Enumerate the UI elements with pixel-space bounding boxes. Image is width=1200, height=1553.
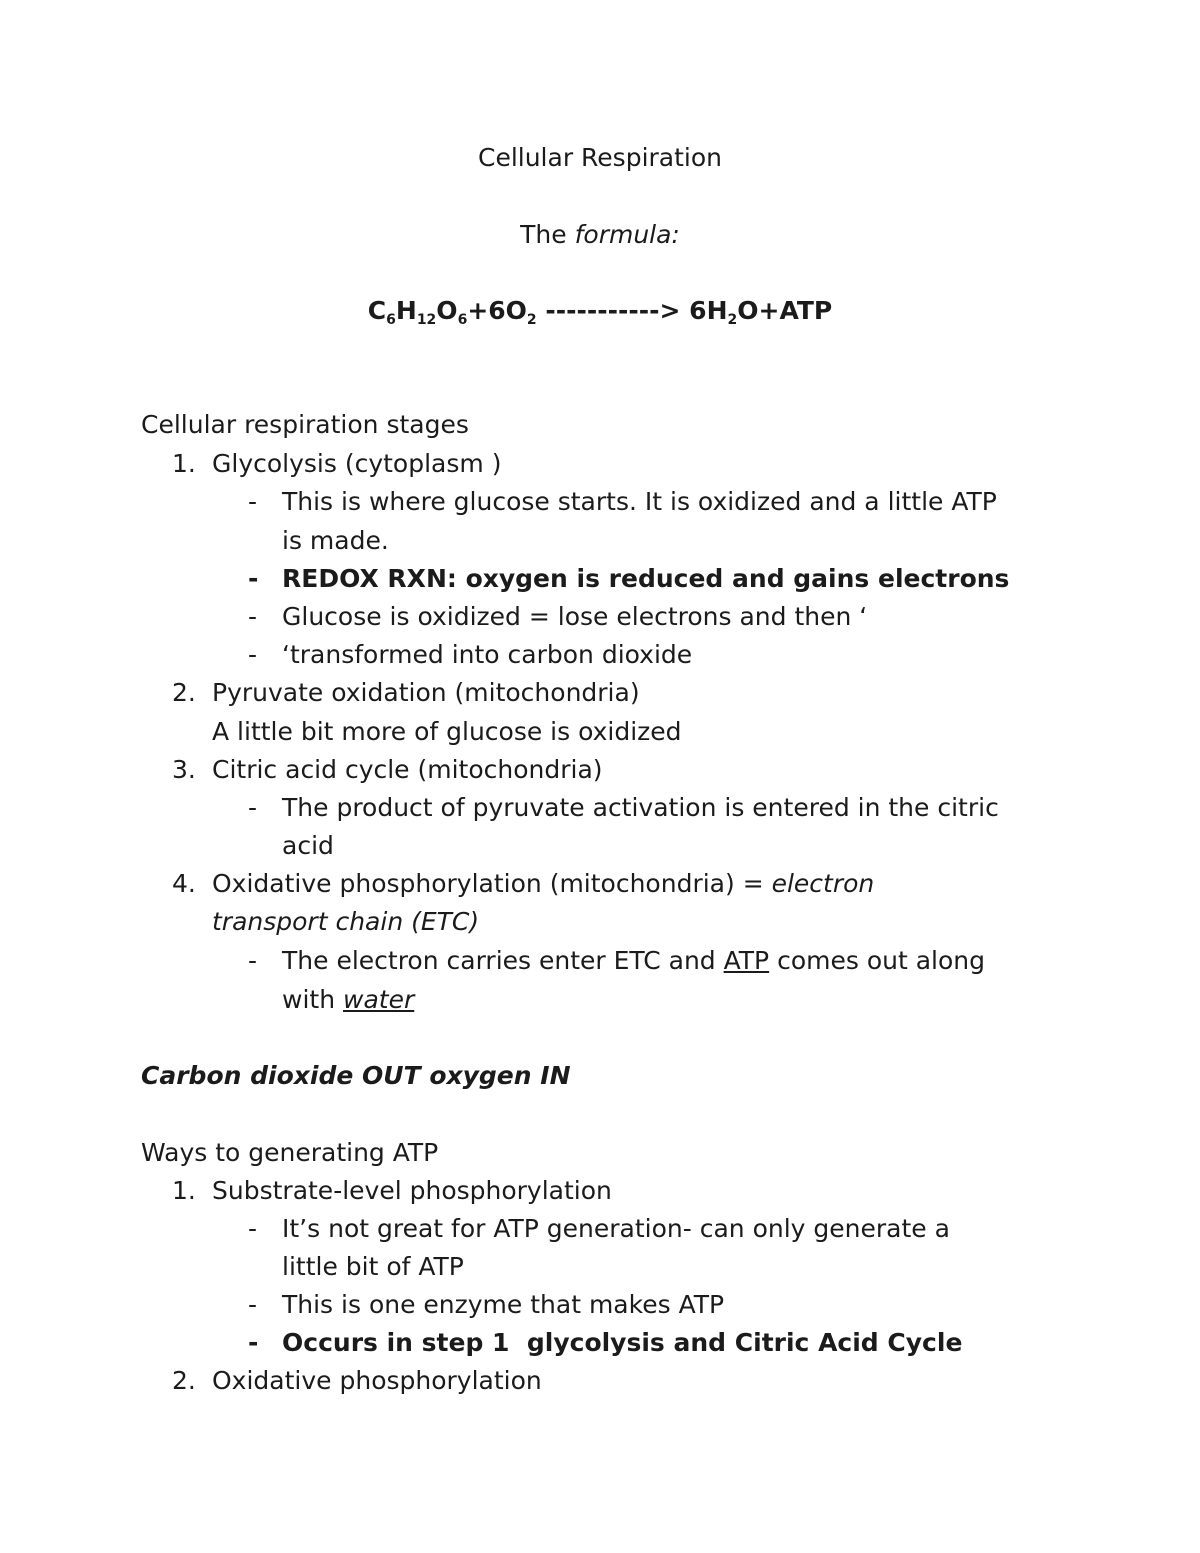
formula-intro-prefix: The	[520, 220, 575, 249]
stage-1-bullet-2: REDOX RXN: oxygen is reduced and gains electrons	[282, 564, 1010, 593]
stage-4-bullet-1-part-2: comes out along	[769, 946, 985, 975]
atp-way-1-bullet-1-dash: -	[248, 1214, 258, 1243]
stage-4-bullet-1-water: water	[343, 985, 415, 1014]
formula-intro	[0, 220, 1200, 250]
stage-3-bullet-1-line-1: The product of pyruvate activation is entered in the citric	[282, 793, 999, 822]
callout-co2-out-o2-in: Carbon dioxide OUT oxygen IN	[141, 1061, 571, 1090]
eq-o-sub: 6	[457, 312, 468, 328]
stage-2-number: 2.	[172, 678, 196, 707]
stage-4-bullet-1-line-1	[282, 946, 985, 976]
respiration-equation	[0, 296, 1200, 326]
stage-3-number: 3.	[172, 755, 196, 784]
eq-o: O	[436, 296, 458, 325]
eq-plus-o2: +6O	[467, 296, 527, 325]
atp-way-1-number: 1.	[172, 1176, 196, 1205]
atp-way-1-bullet-3: Occurs in step 1 glycolysis and Citric Acid Cycle	[282, 1328, 963, 1357]
atp-way-1-bullet-2: This is one enzyme that makes ATP	[282, 1290, 725, 1319]
stage-3-bullet-1-line-2: acid	[282, 831, 334, 860]
stage-4-number: 4.	[172, 869, 196, 898]
eq-h2o: 6H	[689, 296, 728, 325]
stage-1-bullet-3: Glucose is oxidized = lose electrons and then ‘	[282, 602, 868, 631]
stage-1-bullet-4: ‘transformed into carbon dioxide	[282, 640, 693, 669]
document-title: Cellular Respiration	[477, 143, 723, 172]
atp-way-1-bullet-3-dash: -	[248, 1328, 259, 1357]
stage-4-bullet-1-line-2	[282, 985, 414, 1015]
eq-c-sub: 6	[386, 312, 396, 328]
atp-way-2-label: Oxidative phosphorylation	[212, 1366, 542, 1395]
eq-o2-sub: 2	[526, 312, 537, 328]
stage-1-bullet-1-line-2: is made.	[282, 526, 389, 555]
eq-arrow: ----------->	[536, 296, 690, 325]
eq-rest: O+ATP	[737, 296, 833, 325]
eq-h2o-sub: 2	[727, 312, 738, 328]
eq-h-sub: 12	[416, 312, 437, 328]
stage-1-number: 1.	[172, 449, 196, 478]
formula-intro-italic: formula:	[574, 220, 680, 249]
atp-way-1-label: Substrate-level phosphorylation	[212, 1176, 612, 1205]
atp-way-1-bullet-2-dash: -	[248, 1290, 258, 1319]
stage-4-label-italic-2: transport chain (ETC)	[212, 907, 480, 936]
stage-4-label-plain: Oxidative phosphorylation (mitochondria) =	[212, 869, 772, 898]
atp-ways-heading: Ways to generating ATP	[141, 1138, 439, 1167]
stage-4-bullet-1-atp: ATP	[723, 946, 770, 975]
eq-h: H	[395, 296, 417, 325]
stage-1-label: Glycolysis (cytoplasm )	[212, 449, 502, 478]
stage-1-bullet-2-dash: -	[248, 564, 259, 593]
stage-1-bullet-4-dash: -	[248, 640, 258, 669]
atp-way-1-bullet-1-line-1: It’s not great for ATP generation- can only generate a	[282, 1214, 950, 1243]
atp-way-1-bullet-1-line-2: little bit of ATP	[282, 1252, 464, 1281]
stage-3-label: Citric acid cycle (mitochondria)	[212, 755, 603, 784]
stage-4-bullet-1-part-1: The electron carries enter ETC and	[282, 946, 724, 975]
stage-4-bullet-1-dash: -	[248, 946, 258, 975]
stage-4-bullet-1-line-2-plain: with	[282, 985, 343, 1014]
stage-4-label	[212, 869, 874, 899]
stage-2-label: Pyruvate oxidation (mitochondria)	[212, 678, 640, 707]
stage-2-note: A little bit more of glucose is oxidized	[212, 717, 682, 746]
stage-1-bullet-1-line-1: This is where glucose starts. It is oxidized and a little ATP	[282, 487, 997, 516]
stage-3-bullet-1-dash: -	[248, 793, 258, 822]
stage-1-bullet-3-dash: -	[248, 602, 258, 631]
stages-heading: Cellular respiration stages	[141, 410, 469, 439]
stage-4-label-italic: electron	[771, 869, 875, 898]
atp-way-2-number: 2.	[172, 1366, 196, 1395]
stage-1-bullet-1-dash: -	[248, 487, 258, 516]
eq-c: C	[367, 296, 387, 325]
